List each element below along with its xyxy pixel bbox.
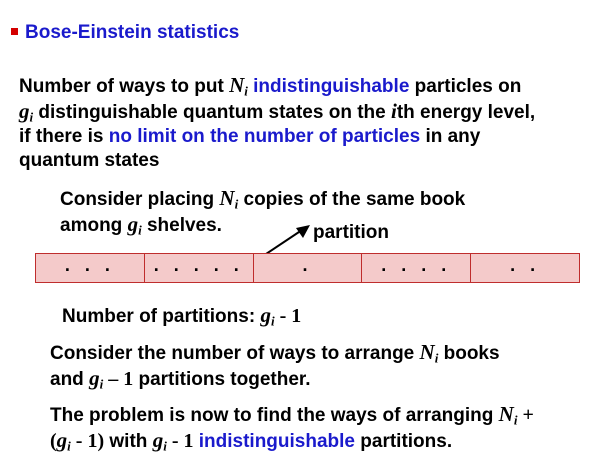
shelf-bar — [35, 253, 580, 283]
shelf-cell: . . . . . — [145, 254, 254, 282]
paragraph-problem: The problem is now to find the ways of arranging $N_i$ + $(g_i - 1)$ with $g_i - 1$ indistinguishable partitions. — [50, 402, 534, 454]
partition-label: partition — [313, 222, 389, 243]
shelf-cell: . . . — [36, 254, 145, 282]
shelf-cell: . — [254, 254, 363, 282]
paragraph-arrange: Consider the number of ways to arrange $N_i$ books and $g_i - 1$ partitions together. — [50, 340, 500, 392]
slide-title: Bose-Einstein statistics — [25, 22, 240, 43]
bullet-icon — [11, 28, 18, 35]
paragraph-books: Consider placing $N_i$ copies of the same book among $g_i$ shelves. — [60, 186, 466, 238]
shelf-cell: . . — [510, 254, 541, 275]
partitions-count: Number of partitions: $g_i - 1$ — [62, 303, 302, 329]
shelf-cell: . . . . — [362, 254, 471, 282]
paragraph-intro: Number of ways to put $N_i$ indistinguishable particles on $g_i$ distinguishable quantum states on the ith energy level, if there is no limit on the number of particles in any quantum states — [19, 73, 536, 171]
